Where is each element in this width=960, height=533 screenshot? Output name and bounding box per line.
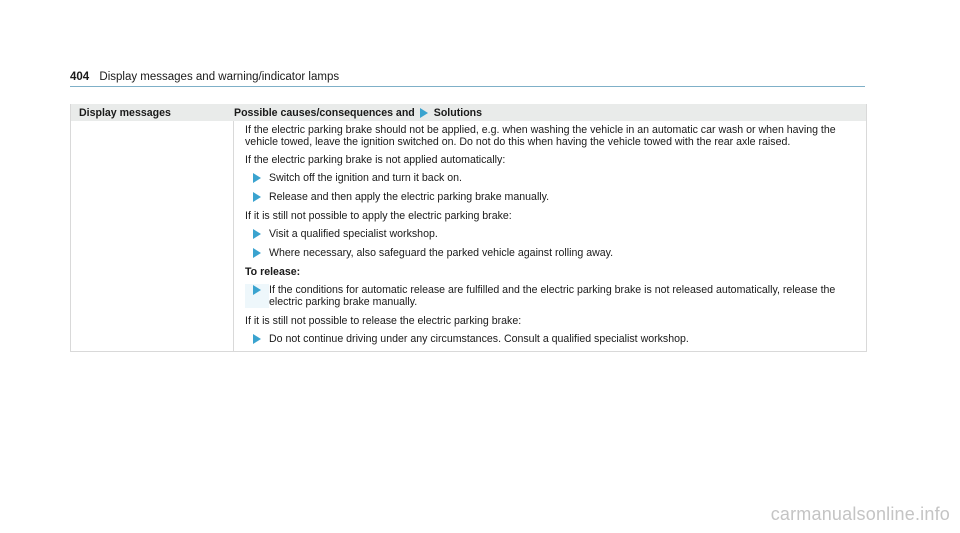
col-header-solutions-label: Solutions	[433, 106, 483, 119]
list-item	[245, 191, 858, 203]
list-item	[245, 284, 858, 308]
step-text: If the conditions for automatic release are fulfilled and the electric parking brake is not released automatically, release the electric parking brake manually.	[269, 284, 836, 308]
action-arrow-icon	[253, 173, 261, 183]
release-heading: To release:	[245, 266, 301, 278]
page-number: 404	[70, 71, 90, 83]
paragraph: If it is still not possible to release the electric parking brake:	[245, 315, 522, 327]
table-header	[71, 104, 866, 121]
table-row	[71, 121, 866, 351]
solutions-cell	[234, 121, 866, 351]
list-item	[245, 228, 858, 240]
watermark: carmanualsonline.info	[770, 504, 950, 524]
step-text: Release and then apply the electric parking brake manually.	[269, 191, 550, 203]
list-item	[245, 247, 858, 259]
step-text: Visit a qualified specialist workshop.	[269, 228, 438, 240]
paragraph: If the electric parking brake should not be applied, e.g. when washing the vehicle in an automatic car wash or when having the vehicle towed, leave the ignition switched on. Do not do this when having the vehicle towed with the rear axle raised.	[245, 124, 836, 148]
page-title: Display messages and warning/indicator lamps	[99, 71, 340, 83]
action-arrow-icon	[253, 229, 261, 239]
step-text: Switch off the ignition and turn it back on.	[269, 172, 462, 184]
action-arrow-icon	[253, 192, 261, 202]
action-arrow-icon	[420, 108, 428, 118]
display-message-cell	[71, 121, 234, 351]
action-arrow-icon	[253, 285, 261, 295]
paragraph: If the electric parking brake is not applied automatically:	[245, 154, 506, 166]
col-header-display-messages: Display messages	[79, 106, 171, 119]
step-text: Where necessary, also safeguard the parked vehicle against rolling away.	[269, 247, 614, 259]
action-arrow-icon	[253, 334, 261, 344]
list-item	[245, 172, 858, 184]
paragraph: If it is still not possible to apply the electric parking brake:	[245, 210, 512, 222]
messages-table	[70, 104, 867, 352]
page-header	[70, 70, 865, 87]
col-header-causes-solutions	[233, 107, 866, 119]
col-header-causes-label: Possible causes/consequences and	[234, 106, 415, 119]
step-text: Do not continue driving under any circumstances. Consult a qualified specialist workshop.	[269, 333, 689, 345]
list-item	[245, 333, 858, 345]
action-arrow-icon	[253, 248, 261, 258]
